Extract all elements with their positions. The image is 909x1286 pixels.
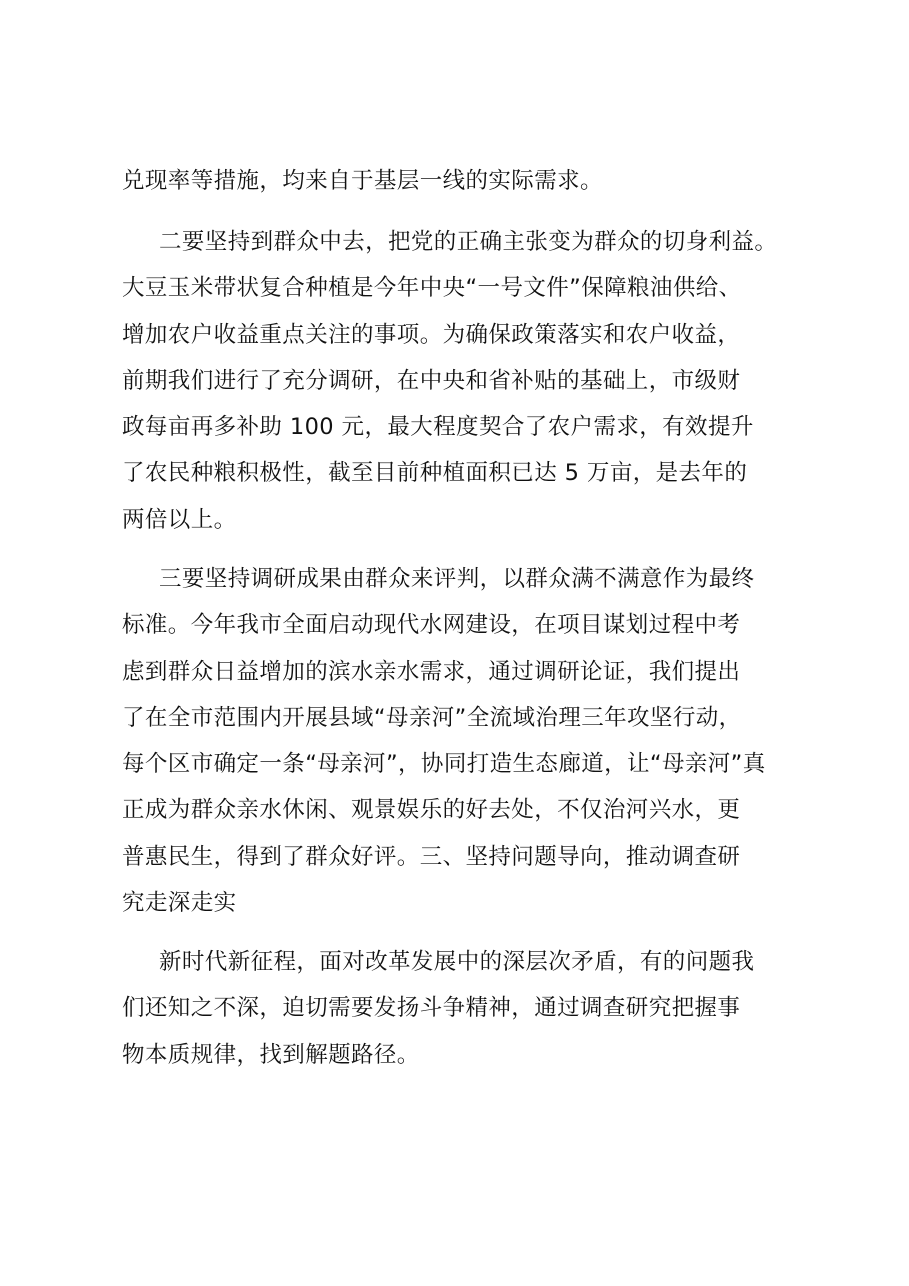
- text-line: 政每亩再多补助 100 元，最大程度契合了农户需求，有效提升: [122, 414, 754, 441]
- paragraph-3: [122, 556, 812, 926]
- text-line: 二要坚持到群众中去，把党的正确主张变为群众的切身利益。: [159, 229, 778, 255]
- text-line: 究走深走实: [122, 890, 237, 917]
- paragraph-4: [122, 939, 812, 1078]
- text-line: 标准。今年我市全面启动现代水网建设，在项目谋划过程中考: [122, 612, 741, 639]
- text-line: 大豆玉米带状复合种植是今年中央“一号文件”保障粮油供给、: [122, 275, 742, 302]
- text-line: 们还知之不深，迫切需要发扬斗争精神，通过调查研究把握事: [122, 995, 741, 1022]
- text-line: 兑现率等措施，均来自于基层一线的实际需求。: [122, 168, 603, 194]
- text-line: 正成为群众亲水休闲、观景娱乐的好去处，不仅治河兴水，更: [122, 797, 741, 824]
- paragraph-1: [122, 158, 812, 204]
- text-line: 三要坚持调研成果由群众来评判，以群众满不满意作为最终: [159, 566, 755, 592]
- text-line: 两倍以上。: [122, 506, 237, 533]
- text-line: 普惠民生，得到了群众好评。三、坚持问题导向，推动调查研: [122, 843, 741, 870]
- paragraph-2: [122, 219, 812, 543]
- text-line: 每个区市确定一条“母亲河”，协同打造生态廊道，让“母亲河”真: [122, 751, 766, 778]
- text-line: 了在全市范围内开展县域“母亲河”全流域治理三年攻坚行动，: [122, 704, 742, 731]
- text-line: 物本质规律，找到解题路径。: [122, 1041, 420, 1068]
- text-line: 新时代新征程，面对改革发展中的深层次矛盾，有的问题我: [159, 949, 755, 975]
- text-line: 虑到群众日益增加的滨水亲水需求，通过调研论证，我们提出: [122, 658, 741, 685]
- text-line: 了农民种粮积极性，截至目前种植面积已达 5 万亩，是去年的: [122, 460, 748, 487]
- text-line: 前期我们进行了充分调研，在中央和省补贴的基础上，市级财: [122, 367, 741, 394]
- text-line: 增加农户收益重点关注的事项。为确保政策落实和农户收益，: [122, 321, 741, 348]
